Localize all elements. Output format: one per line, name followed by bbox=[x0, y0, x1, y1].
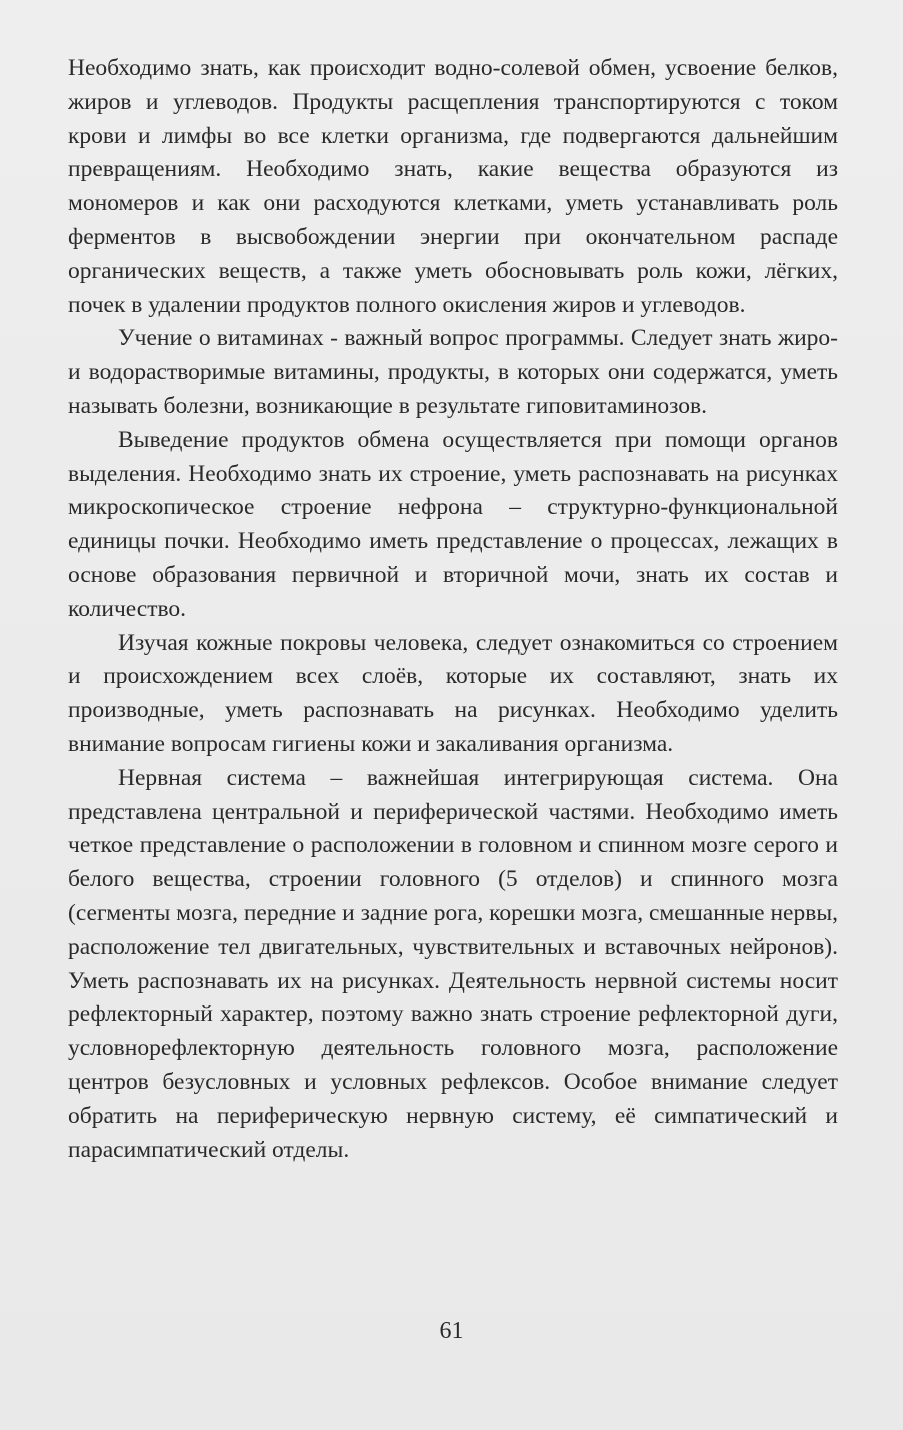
body-text bbox=[68, 52, 838, 1167]
paragraph-nervous-system: Нервная система – важнейшая интегрирующая система. Она представлена центральной и периферической частями. Необходимо иметь четкое представление о расположении в головном и спинном мозге серого и белого вещества, строении головного (5 отделов) и спинного мозга (сегменты мозга, передние и задние рога, корешки мозга, смешанные нервы, расположение тел двигательных, чувствительных и вставочных нейронов). Уметь распознавать их на рисунках. Деятельность нервной системы носит рефлекторный характер, поэтому важно знать строение рефлекторной дуги, условнорефлекторную деятельность головного мозга, расположение центров безусловных и условных рефлексов. Особое внимание следует обратить на периферическую нервную систему, её симпатический и парасимпатический отделы. bbox=[68, 764, 838, 1163]
paragraph-metabolism: Необходимо знать, как происходит водно-солевой обмен, усвоение белков, жиров и углеводов. Продукты расщепления транспортируются с током крови и лимфы во все клетки организма, где подвергаются дальнейшим превращениям. Необходимо знать, какие вещества образуются из мономеров и как они расходуются клетками, уметь устанавливать роль ферментов в высвобождении энергии при окончательном распаде органических веществ, а также уметь обосновывать роль кожи, лёгких, почек в удалении продуктов полного окисления жиров и углеводов. bbox=[68, 55, 838, 318]
paragraph-vitamins: Учение о витаминах - важный вопрос программы. Следует знать жиро- и водорастворимые витамины, продукты, в которых они содержатся, уметь называть болезни, возникающие в результате гиповитаминозов. bbox=[68, 325, 838, 419]
page-number: 61 bbox=[439, 1318, 464, 1344]
paragraph-skin: Изучая кожные покровы человека, следует ознакомиться со строением и происхождением всех слоёв, которые их составляют, знать их производные, уметь распознавать на рисунках. Необходимо уделить внимание вопросам гигиены кожи и закаливания организма. bbox=[68, 629, 838, 757]
paragraph-excretion: Выведение продуктов обмена осуществляется при помощи органов выделения. Необходимо знать их строение, уметь распознавать на рисунках микроскопическое строение нефрона – структурно-функциональной единицы почки. Необходимо иметь представление о процессах, лежащих в основе образования первичной и вторичной мочи, знать их состав и количество. bbox=[68, 426, 838, 622]
